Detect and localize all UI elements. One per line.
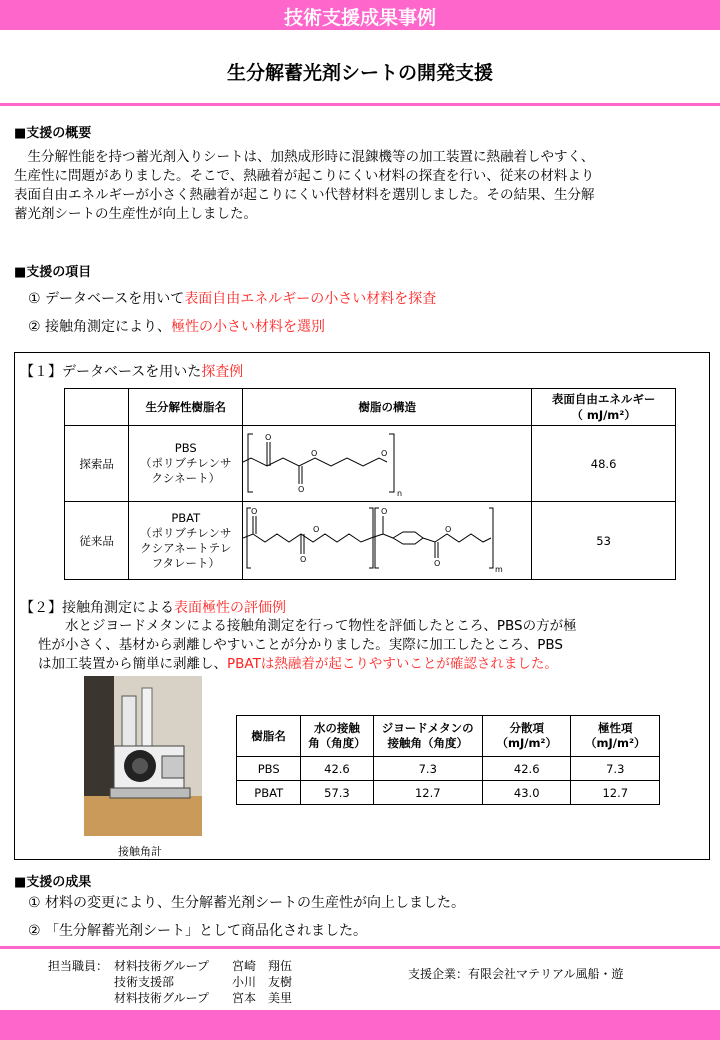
list-item: ① 材料の変更により、生分解蓄光剤シートの生産性が向上しました。 [28,895,465,911]
table-header: 極性項 （mJ/m²） [571,716,660,757]
pbat-structure [243,502,532,580]
svg-text:O: O [381,449,388,458]
contact-angle-table [236,715,660,805]
banner-title: 技術支援成果事例 [283,7,436,29]
title-divider [0,103,720,106]
table-header: 表面自由エネルギー （ mJ/m²） [532,389,676,426]
contact-angle-meter-photo [84,676,202,836]
list-item: ② 接触角測定により、極性の小さい材料を選別 [28,319,326,335]
staff-dept: 技術支援部 [114,975,175,989]
list-item: ② 「生分解蓄光剤シート」として商品化されました。 [28,923,367,939]
table-header: 水の接触 角（角度） [301,716,373,757]
overview-text: 生分解性能を持つ蓄光剤入りシートは、加熱成形時に混錬機等の加工装置に熱融着しやすく、 生産性に問題がありました。そこで、熱融着が起こりにくい材料の探査を行い、従来の材料より 表面自由エネルギーが小さく熱融着が起こりにくい代替材料を選別しました。その結果、生分解 蓄光剤シートの生産性が向上しました。 [14,149,595,222]
section2-text: 水とジヨードメタンによる接触角測定を行って物性を評価したところ、PBSの方が極 性が小さく、基材から剥離しやすいことが分かりました。実際に加工したところ、PBS は加工装置から簡単に剥離し、PBATは熱融着が起こりやすいことが確認されました。 [38,618,577,672]
section1-heading: 【１】データベースを用いた探査例 [20,364,244,380]
staff-label: 担当職員： [48,959,109,973]
row-label: 従来品 [65,502,129,580]
staff-name: 小川 友樹 [232,975,293,989]
resin-name: PBAT （ポリブチレンサ クシアネートテレ フタレート） [129,502,243,580]
footer-divider [0,946,720,949]
table-header: ジヨードメタンの 接触角（角度） [373,716,482,757]
page-title: 生分解蓄光剤シートの開発支援 [226,62,493,84]
results-heading: ■支援の成果 [14,875,92,890]
bottom-band [0,1010,720,1040]
svg-text:O: O [311,449,318,458]
table-row: PBAT 57.3 12.7 43.0 12.7 [237,781,660,805]
table-header: 樹脂の構造 [243,389,532,426]
svg-text:O: O [265,433,272,442]
svg-text:O: O [381,507,388,516]
overview-heading: ■支援の概要 [14,126,92,141]
table-header: 分散項 （mJ/m²） [482,716,571,757]
list-item: ① データベースを用いて表面自由エネルギーの小さい材料を探査 [28,291,437,307]
table-row [65,426,676,502]
resin-structure-table [64,388,676,580]
table-header [65,389,129,426]
svg-text:O: O [298,485,305,494]
energy-value: 53 [532,502,676,580]
pbs-structure-diagram [243,426,531,498]
svg-text:O: O [445,525,452,534]
pbs-structure [243,426,532,502]
svg-text:O: O [434,559,441,568]
resin-name: PBS （ポリブチレンサ クシネート） [129,426,243,502]
items-heading: ■支援の項目 [14,265,92,280]
pbat-structure-diagram [243,502,531,576]
table-header: 樹脂名 [237,716,301,757]
table-row [65,502,676,580]
svg-text:n: n [397,489,403,498]
svg-text:O: O [251,507,258,516]
staff-name: 宮崎 翔伍 [232,959,293,973]
section2-heading: 【２】接触角測定による表面極性の評価例 [20,600,286,616]
table-row: PBS 42.6 7.3 42.6 7.3 [237,757,660,781]
staff-name: 宮本 美里 [232,991,293,1005]
photo-caption: 接触角計 [118,845,162,858]
table-header: 生分解性樹脂名 [129,389,243,426]
svg-text:m: m [495,565,503,574]
staff-dept: 材料技術グループ [114,991,210,1005]
svg-text:O: O [313,525,320,534]
row-label: 探索品 [65,426,129,502]
svg-text:O: O [300,555,307,564]
staff-dept: 材料技術グループ [114,959,210,973]
support-company: 支援企業：有限会社マテリアル風船・遊 [408,967,624,981]
energy-value: 48.6 [532,426,676,502]
